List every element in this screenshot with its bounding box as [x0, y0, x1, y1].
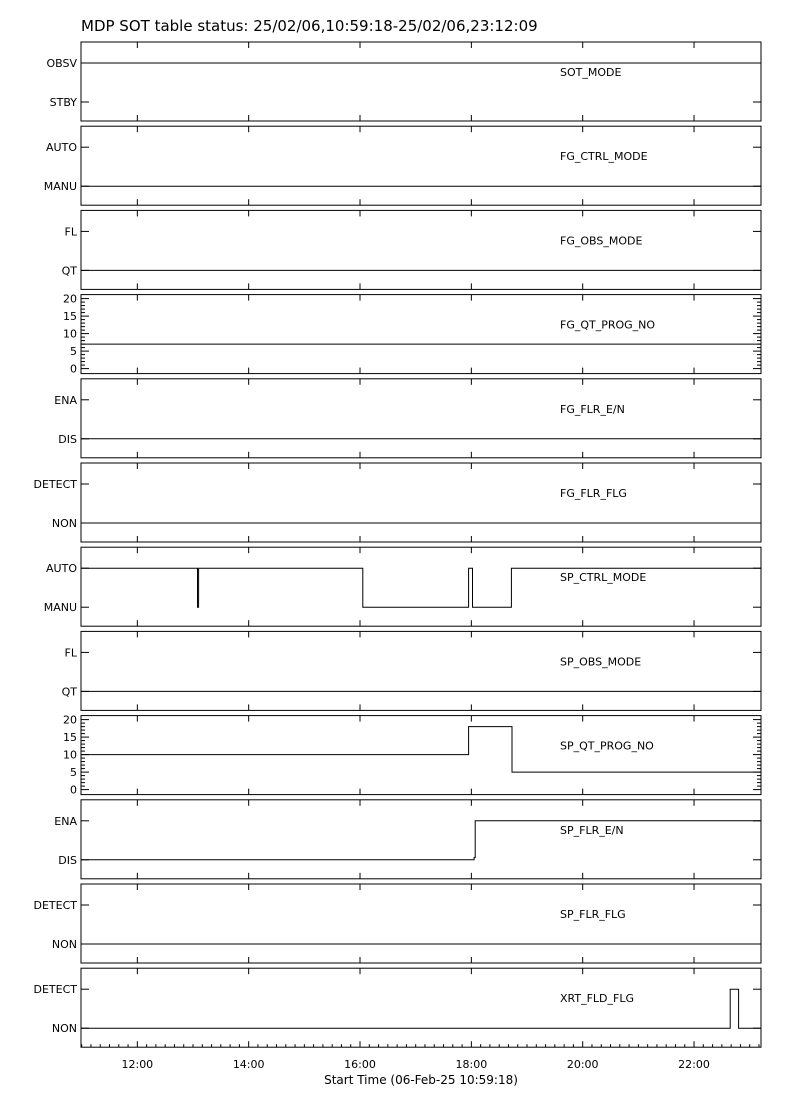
panel-frame: [81, 126, 761, 205]
panel-label: FG_QT_PROG_NO: [560, 318, 656, 332]
panels-group: [34, 42, 762, 1047]
y-tick-label: 15: [63, 310, 77, 324]
panel-xrt-fld-flg: [34, 968, 762, 1047]
panel-frame: [81, 463, 761, 542]
panel-label: FG_FLR_FLG: [560, 487, 627, 500]
y-tick-label: AUTO: [46, 562, 77, 576]
panel-frame: [81, 42, 761, 121]
panel-frame: [81, 800, 761, 879]
panel-sp-ctrl-mode: [44, 547, 761, 626]
y-tick-label: OBSV: [46, 57, 77, 70]
series-line: [81, 568, 761, 607]
panel-frame: [81, 968, 761, 1047]
panel-label: SP_OBS_MODE: [560, 655, 642, 669]
y-tick-label: 15: [63, 731, 77, 745]
x-tick-label: 16:00: [344, 1058, 376, 1071]
y-tick-label: NON: [51, 938, 77, 951]
x-tick-label: 14:00: [232, 1058, 265, 1071]
y-tick-label: STBY: [49, 96, 77, 109]
y-tick-label: MANU: [43, 601, 77, 615]
panel-fg-flr-flg: [34, 463, 762, 542]
y-tick-label: FL: [64, 225, 77, 239]
x-tick-label: 20:00: [566, 1058, 599, 1071]
panel-label: FG_FLR_E/N: [560, 402, 625, 416]
y-tick-label: DETECT: [33, 478, 77, 491]
panel-label: SOT_MODE: [560, 66, 622, 79]
panel-frame: [81, 547, 761, 626]
y-tick-label: FL: [64, 646, 77, 660]
y-tick-label: QT: [61, 685, 77, 699]
panel-label: SP_QT_PROG_NO: [560, 739, 654, 753]
y-tick-label: NON: [51, 517, 77, 530]
y-tick-label: NON: [51, 1022, 77, 1036]
panel-sp-flr-flg: [34, 884, 762, 963]
y-tick-label: 20: [63, 292, 77, 306]
y-tick-label: 5: [70, 345, 77, 359]
series-line: [81, 727, 761, 773]
y-tick-label: ENA: [54, 814, 77, 828]
panel-label: FG_CTRL_MODE: [560, 150, 648, 164]
y-tick-label: DETECT: [33, 983, 77, 997]
x-axis-label: Start Time (06-Feb-25 10:59:18): [324, 1073, 518, 1087]
y-tick-label: AUTO: [46, 141, 77, 155]
panel-frame: [81, 631, 761, 710]
panel-fg-qt-prog-no: [63, 293, 761, 376]
panel-sp-obs-mode: [62, 631, 761, 710]
panel-frame: [81, 295, 761, 374]
panel-frame: [81, 379, 761, 458]
panel-sp-qt-prog-no: [63, 714, 761, 797]
chart-title: MDP SOT table status: 25/02/06,10:59:18-25/02/06,23:12:09: [81, 17, 538, 35]
y-tick-label: 0: [70, 362, 77, 376]
panel-sp-flr-e-n: [54, 800, 761, 879]
panel-frame: [81, 210, 761, 289]
y-tick-label: 10: [63, 748, 77, 762]
x-tick-label: 22:00: [678, 1058, 710, 1071]
y-tick-label: MANU: [43, 180, 77, 194]
panel-fg-ctrl-mode: [44, 126, 761, 205]
y-tick-label: 10: [63, 327, 77, 341]
panel-label: SP_FLR_FLG: [560, 908, 626, 921]
panel-fg-obs-mode: [62, 210, 761, 289]
y-tick-label: DIS: [58, 432, 77, 446]
panel-label: SP_FLR_E/N: [560, 823, 624, 837]
y-tick-label: 5: [70, 766, 77, 780]
x-tick-label: 12:00: [121, 1058, 154, 1071]
panel-fg-flr-e-n: [54, 379, 761, 458]
panel-sot-mode: [46, 42, 761, 121]
x-axis: [82, 1044, 759, 1071]
panel-label: FG_OBS_MODE: [560, 234, 643, 248]
series-line: [81, 821, 761, 860]
y-tick-label: ENA: [54, 393, 77, 407]
panel-label: SP_CTRL_MODE: [560, 571, 647, 585]
panel-label: XRT_FLD_FLG: [560, 992, 635, 1006]
series-line: [81, 989, 761, 1028]
y-tick-label: 0: [70, 783, 77, 797]
y-tick-label: QT: [61, 264, 77, 278]
y-tick-label: DETECT: [33, 899, 77, 912]
panel-frame: [81, 884, 761, 963]
y-tick-label: 20: [63, 713, 77, 727]
y-tick-label: DIS: [58, 853, 77, 867]
x-tick-label: 18:00: [455, 1058, 488, 1071]
